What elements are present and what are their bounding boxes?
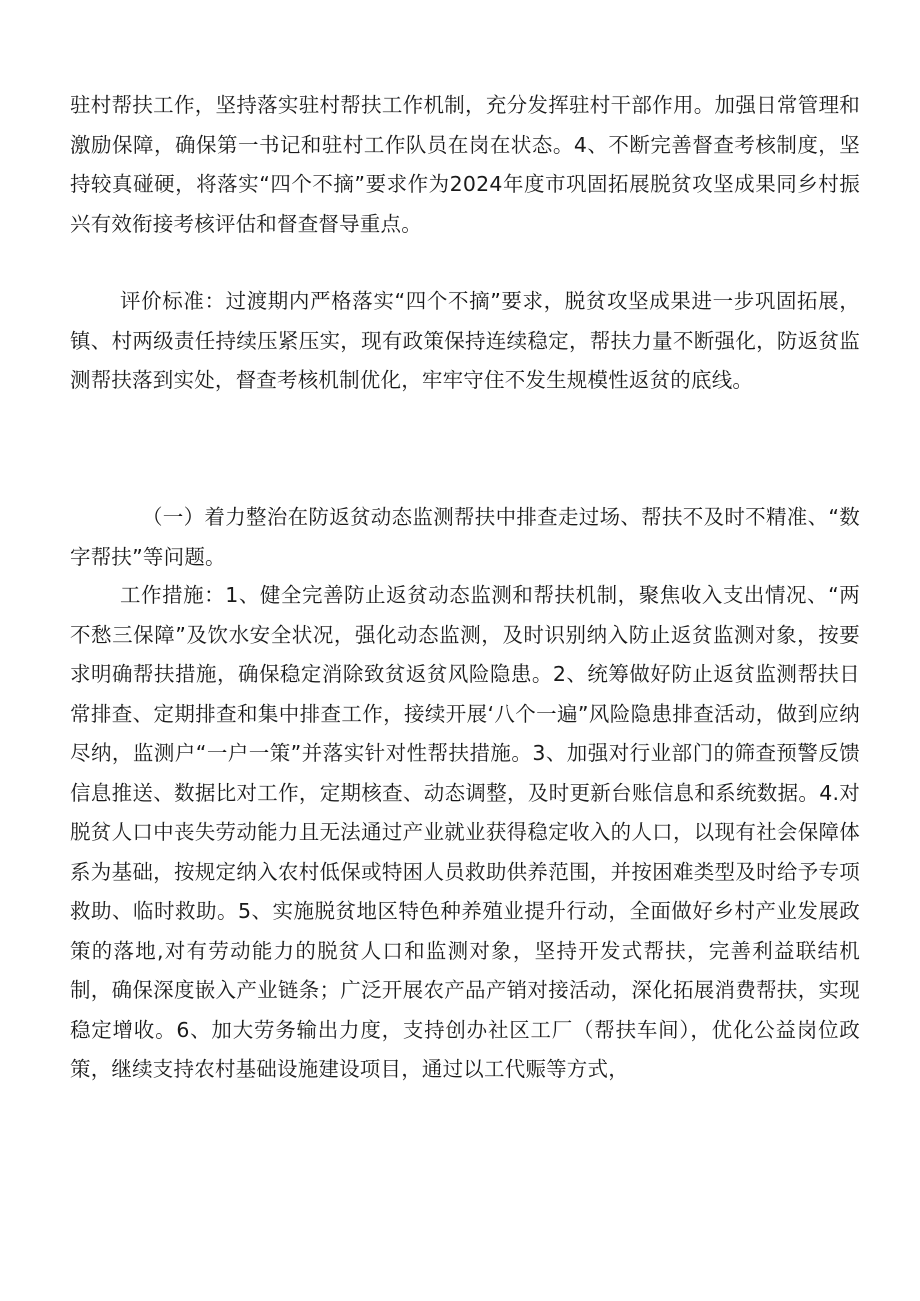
paragraph-village-assistance: 驻村帮扶工作，坚持落实驻村帮扶工作机制，充分发挥驻村干部作用。加强日常管理和激励保障，确保第一书记和驻村工作队员在岗在状态。4、不断完善督查考核制度，坚持较真碰硬，将落实“四个不摘”要求作为2024年度市巩固拓展脱贫攻坚成果同乡村振兴有效衔接考核评估和督查督导重点。 (70, 93, 860, 236)
paragraph-work-measures: 工作措施：1、健全完善防止返贫动态监测和帮扶机制，聚焦收入支出情况、“两不愁三保障”及饮水安全状况，强化动态监测，及时识别纳入防止返贫监测对象，按要求明确帮扶措施，确保稳定消除致贫返贫风险隐患。2、统筹做好防止返贫监测帮扶日常排查、定期排查和集中排查工作，接续开展‘八个一遍”风险隐患排查活动，做到应纳尽纳，监测户“一户一策”并落实针对性帮扶措施。3、加强对行业部门的筛查预警反馈信息推送、数据比对工作，定期核查、动态调整，及时更新台账信息和系统数据。4.对脱贫人口中丧失劳动能力且无法通过产业就业获得稳定收入的人口，以现有社会保障体系为基础，按规定纳入农村低保或特困人员救助供养范围，并按困难类型及时给予专项救助、临时救助。5、实施脱贫地区特色种养殖业提升行动，全面做好乡村产业发展政策的落地,对有劳动能力的脱贫人口和监测对象，坚持开发式帮扶，完善利益联结机制，确保深度嵌入产业链条；广泛开展农产品产销对接活动，深化拓展消费帮扶，实现稳定增收。6、加大劳务输出力度，支持创办社区工厂（帮扶车间），优化公益岗位政策，继续支持农村基础设施建设项目，通过以工代赈等方式， (70, 583, 860, 1081)
paragraph-evaluation-standard: 评价标准：过渡期内严格落实“四个不摘”要求，脱贫攻坚成果进一步巩固拓展，镇、村两级责任持续压紧压实，现有政策保持连续稳定，帮扶力量不断强化，防返贫监测帮扶落到实处，督查考核机制优化，牢牢守住不发生规模性返贫的底线。 (70, 289, 860, 392)
section-heading-monitoring: （一）着力整治在防返贫动态监测帮扶中排查走过场、帮扶不及时不精准、“数字帮扶”等问题。 (70, 505, 860, 569)
